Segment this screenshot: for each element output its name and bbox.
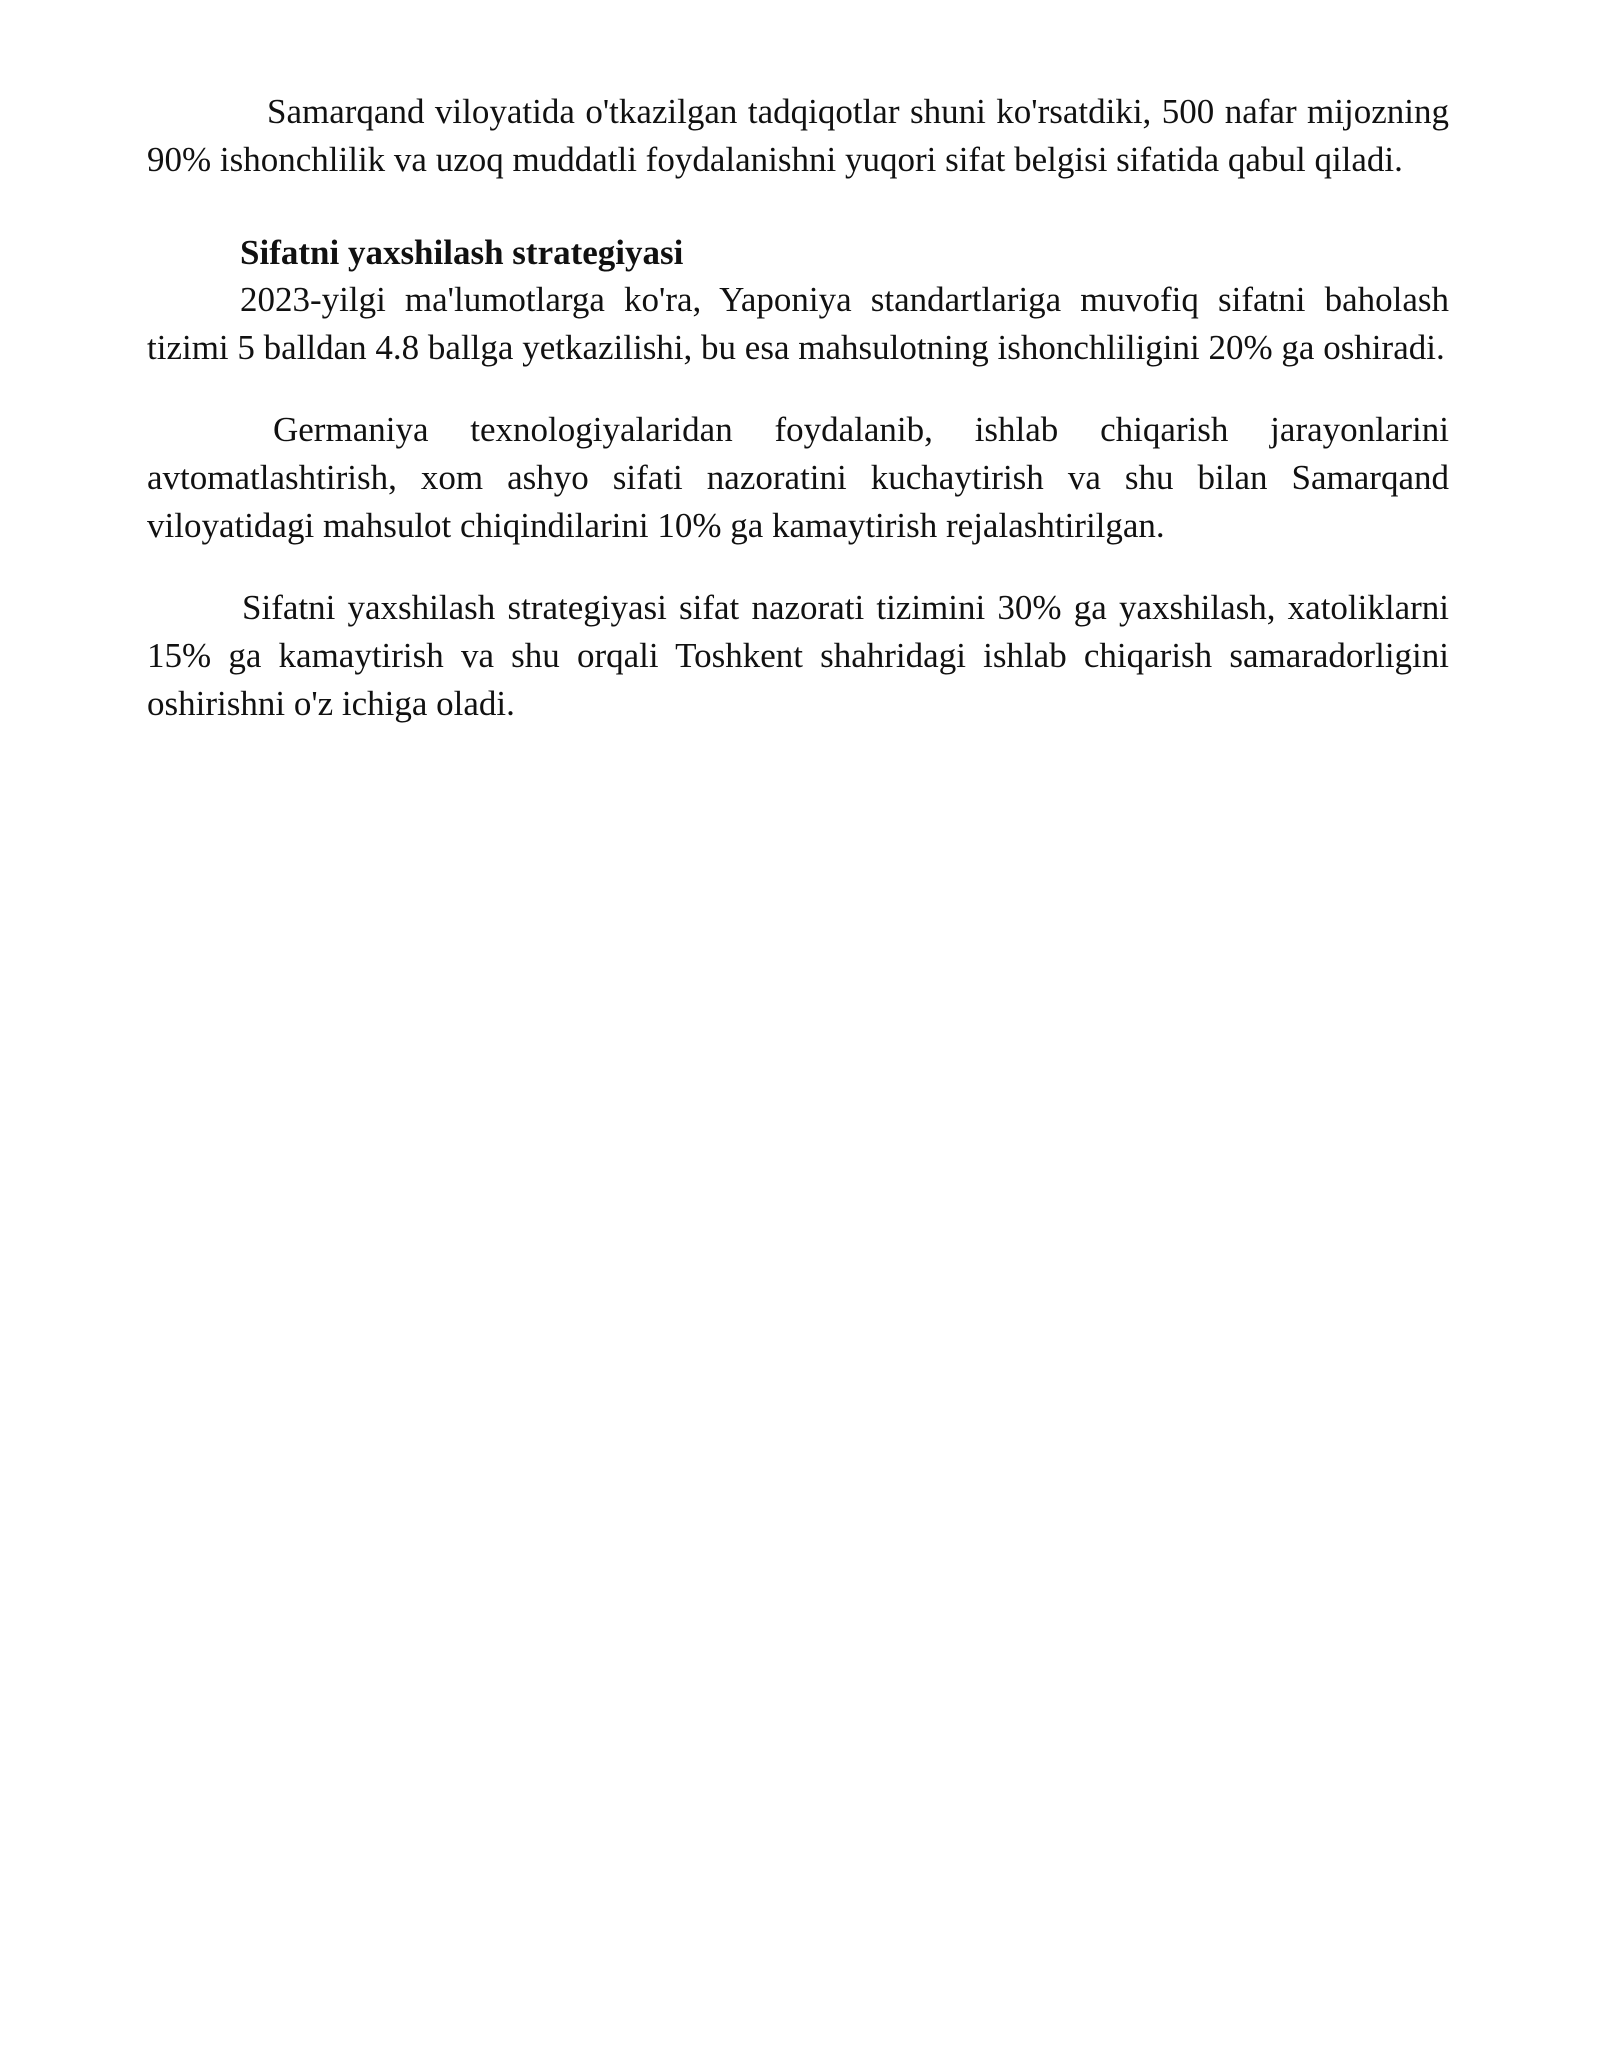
paragraph-japan-standards: 2023-yilgi ma'lumotlarga ko'ra, Yaponiya standartlariga muvofiq sifatni baholash tizimi 5 balldan 4.8 ballga yetkazilishi, bu esa mahsulotning ishonchliligini 20% ga oshiradi. xyxy=(147,280,1449,367)
paragraph-spacer xyxy=(147,550,1449,584)
paragraph-samarqand-research: Samarqand viloyatida o'tkazilgan tadqiqotlar shuni ko'rsatdiki, 500 nafar mijozning 90% ishonchlilik va uzoq muddatli foydalanishni yuqori sifat belgisi sifatida qabul qiladi. xyxy=(147,92,1449,179)
document-body xyxy=(147,88,1449,728)
paragraph-quality-strategy: Sifatni yaxshilash strategiyasi sifat nazorati tizimini 30% ga yaxshilash, xatoliklarni 15% ga kamaytirish va shu orqali Toshkent shahridagi ishlab chiqarish samaradorligini oshirishni o'z ichiga oladi. xyxy=(147,588,1449,723)
paragraph-spacer xyxy=(147,372,1449,406)
paragraph-germany-technologies: Germaniya texnologiyalaridan foydalanib, ishlab chiqarish jarayonlarini avtomatlashtirish, xom ashyo sifati nazoratini kuchaytirish va shu bilan Samarqand viloyatidagi mahsulot chiqindilarini 10% ga kamaytirish rejalashtirilgan. xyxy=(147,410,1449,545)
section-heading: Sifatni yaxshilash strategiyasi xyxy=(240,233,684,272)
paragraph-spacer xyxy=(147,184,1449,230)
